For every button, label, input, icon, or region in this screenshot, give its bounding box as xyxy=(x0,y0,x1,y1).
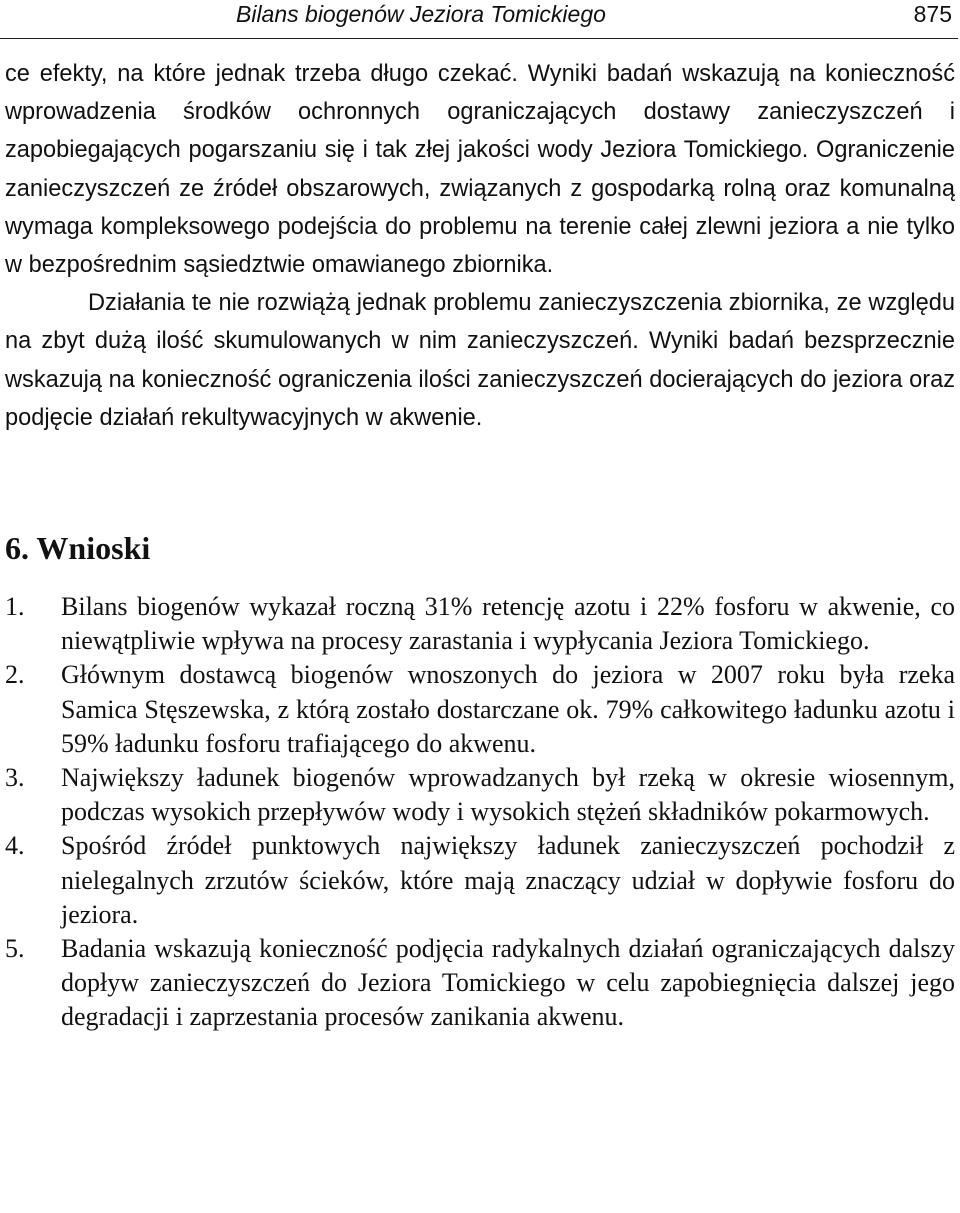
paragraph: ce efekty, na które jednak trzeba długo czekać. Wyniki badań wskazują na konieczność wprowadzenia środków ochronnych ograniczających dostawy zanieczyszczeń i zapobiegających pogarszaniu się i tak złej jakości wody Jeziora Tomickiego. Ograniczenie zanieczyszczeń ze źródeł obszarowych, związanych z gospodarką rolną oraz komunalną wymaga kompleksowego podejścia do problemu na terenie całej zlewni jeziora a nie tylko w bezpośrednim sąsiedztwie omawianego zbiornika. xyxy=(5,61,955,279)
running-title: Bilans biogenów Jeziora Tomickiego xyxy=(236,1,606,27)
conclusion-number: 5. xyxy=(5,934,25,964)
running-header xyxy=(0,0,958,39)
paragraph: Działania te nie rozwiążą jednak problemu zanieczyszczenia zbiornika, ze względu na zbyt dużą ilość skumulowanych w nim zanieczyszczeń. Wyniki badań bezsprzecznie wskazują na konieczność ograniczenia ilości zanieczyszczeń docierających do jeziora oraz podjęcie działań rekultywacyjnych w akwenie. xyxy=(5,290,955,431)
conclusion-number: 4. xyxy=(5,831,25,861)
conclusion-item xyxy=(0,932,955,1035)
conclusion-item xyxy=(0,829,955,932)
conclusions-list xyxy=(0,590,955,1035)
conclusion-text: Spośród źródeł punktowych największy ładunek zanieczyszczeń pochodził z nielegalnych zrzutów ścieków, które mają znaczący udział w dopływie fosforu do jeziora. xyxy=(61,831,955,929)
conclusion-number: 1. xyxy=(5,592,25,621)
conclusion-text: Głównym dostawcą biogenów wnoszonych do jeziora w 2007 roku była rzeka Samica Stęszewska, z którą zostało dostarczane ok. 79% całkowitego ładunku azotu i 59% ładunku fosforu trafiającego do akwenu. xyxy=(61,660,955,758)
conclusion-text: Bilans biogenów wykazał roczną 31% retencję azotu i 22% fosforu w akwenie, co niewątpliwie wpływa na procesy zarastania i wypłycania Jeziora Tomickiego. xyxy=(61,592,955,656)
body-text xyxy=(5,55,955,437)
conclusion-text: Badania wskazują konieczność podjęcia radykalnych działań ograniczających dalszy dopływ zanieczyszczeń do Jeziora Tomickiego w celu zapobiegnięcia dalszej jego degradacji i zaprzestania procesów zanikania akwenu. xyxy=(61,934,955,1032)
conclusion-item xyxy=(0,761,955,829)
conclusion-item xyxy=(0,590,955,658)
section-heading: 6. Wnioski xyxy=(5,530,151,566)
conclusion-text: Największy ładunek biogenów wprowadzanych był rzeką w okresie wiosennym, podczas wysokich przepływów wody i wysokich stężeń składników pokarmowych. xyxy=(61,763,955,827)
conclusion-number: 3. xyxy=(5,763,25,793)
conclusion-item xyxy=(0,658,955,761)
page-number: 875 xyxy=(913,1,952,27)
conclusion-number: 2. xyxy=(5,660,25,690)
